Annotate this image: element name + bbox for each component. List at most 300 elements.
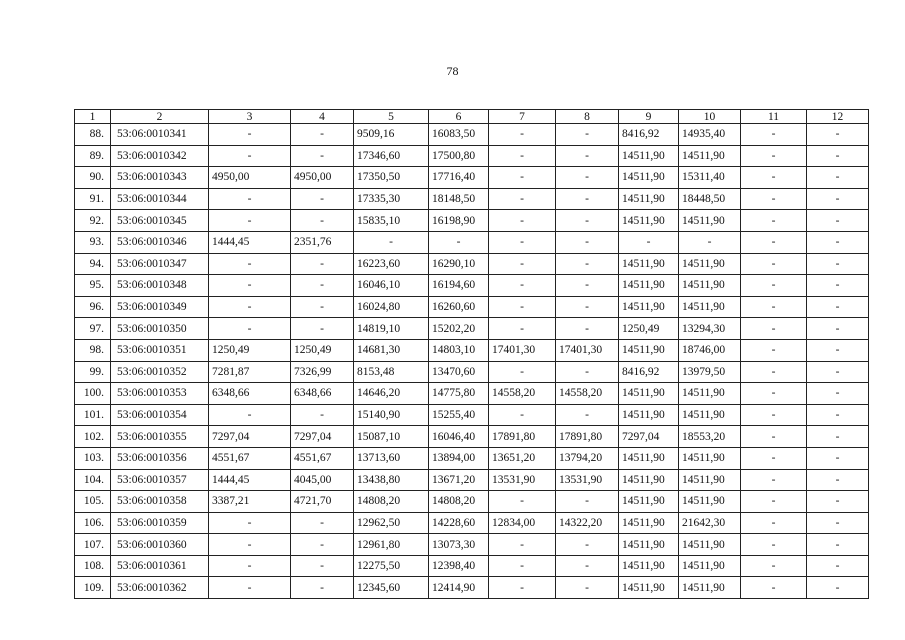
table-cell: 1444,45: [209, 231, 291, 253]
table-cell: -: [291, 534, 354, 556]
table-cell: 14511,90: [619, 339, 679, 361]
table-cell: 14511,90: [679, 296, 741, 318]
table-cell: 3387,21: [209, 491, 291, 513]
table-cell: -: [489, 145, 556, 167]
table-cell: -: [807, 512, 869, 534]
table-cell: 7297,04: [291, 426, 354, 448]
table-cell: 17716,40: [429, 167, 489, 189]
table-cell: 53:06:0010343: [111, 167, 209, 189]
table-cell: -: [556, 275, 619, 297]
table-cell: 2351,76: [291, 231, 354, 253]
table-cell: -: [741, 534, 807, 556]
table-cell: 15087,10: [354, 426, 429, 448]
table-row: [75, 296, 869, 318]
table-cell: -: [209, 404, 291, 426]
table-cell: 97.: [75, 318, 111, 340]
table-cell: 17891,80: [556, 426, 619, 448]
table-cell: 4045,00: [291, 469, 354, 491]
table-cell: -: [807, 469, 869, 491]
table-cell: -: [807, 534, 869, 556]
table-cell: -: [291, 318, 354, 340]
table-cell: 14511,90: [679, 555, 741, 577]
table-cell: -: [489, 188, 556, 210]
table-cell: -: [619, 231, 679, 253]
table-cell: 16198,90: [429, 210, 489, 232]
table-cell: -: [556, 555, 619, 577]
table-cell: -: [741, 383, 807, 405]
table-cell: 53:06:0010350: [111, 318, 209, 340]
table-row: [75, 167, 869, 189]
table-cell: 14511,90: [619, 253, 679, 275]
table-cell: -: [556, 167, 619, 189]
table-cell: -: [556, 577, 619, 599]
table-cell: 14511,90: [679, 577, 741, 599]
table-cell: 14511,90: [619, 145, 679, 167]
table-cell: 53:06:0010348: [111, 275, 209, 297]
table-cell: 14511,90: [619, 534, 679, 556]
table-cell: 4551,67: [291, 447, 354, 469]
table-cell: -: [209, 534, 291, 556]
table-cell: 53:06:0010355: [111, 426, 209, 448]
table-cell: 14681,30: [354, 339, 429, 361]
table-cell: -: [807, 167, 869, 189]
table-cell: 53:06:0010352: [111, 361, 209, 383]
table-cell: 16260,60: [429, 296, 489, 318]
table-row: [75, 404, 869, 426]
table-cell: 15255,40: [429, 404, 489, 426]
table-row: [75, 339, 869, 361]
table-cell: -: [741, 491, 807, 513]
table-cell: 13531,90: [489, 469, 556, 491]
table-cell: -: [556, 231, 619, 253]
table-cell: 14511,90: [619, 555, 679, 577]
table-row: [75, 188, 869, 210]
table-cell: 14511,90: [679, 275, 741, 297]
table-cell: 53:06:0010362: [111, 577, 209, 599]
table-cell: -: [489, 491, 556, 513]
column-header-12: 12: [807, 110, 869, 124]
table-cell: 16083,50: [429, 124, 489, 146]
table-cell: 8153,48: [354, 361, 429, 383]
table-cell: -: [209, 188, 291, 210]
column-header-2: 2: [111, 110, 209, 124]
table-cell: -: [741, 555, 807, 577]
table-cell: 105.: [75, 491, 111, 513]
table-cell: 14511,90: [619, 469, 679, 491]
table-cell: 14511,90: [679, 404, 741, 426]
table-cell: 53:06:0010353: [111, 383, 209, 405]
table-cell: 92.: [75, 210, 111, 232]
header-row: [75, 110, 869, 124]
table-cell: -: [489, 210, 556, 232]
table-cell: 100.: [75, 383, 111, 405]
table-cell: 53:06:0010359: [111, 512, 209, 534]
table-cell: 14511,90: [619, 512, 679, 534]
table-cell: -: [489, 555, 556, 577]
table-cell: 13438,80: [354, 469, 429, 491]
table-cell: 14511,90: [679, 253, 741, 275]
table-cell: 14558,20: [556, 383, 619, 405]
table-cell: -: [807, 318, 869, 340]
table-cell: 4551,67: [209, 447, 291, 469]
table-cell: -: [741, 124, 807, 146]
table-cell: 53:06:0010361: [111, 555, 209, 577]
table-cell: 14558,20: [489, 383, 556, 405]
table-cell: 96.: [75, 296, 111, 318]
table-row: [75, 231, 869, 253]
table-cell: 13073,30: [429, 534, 489, 556]
table-cell: 53:06:0010354: [111, 404, 209, 426]
table-cell: 90.: [75, 167, 111, 189]
table-cell: 53:06:0010356: [111, 447, 209, 469]
table-cell: 21642,30: [679, 512, 741, 534]
table-cell: -: [489, 404, 556, 426]
table-cell: 104.: [75, 469, 111, 491]
table-cell: 17401,30: [489, 339, 556, 361]
table-cell: -: [741, 231, 807, 253]
table-cell: -: [556, 145, 619, 167]
table-cell: -: [209, 318, 291, 340]
table-cell: 13713,60: [354, 447, 429, 469]
table-cell: 18746,00: [679, 339, 741, 361]
table-cell: 6348,66: [209, 383, 291, 405]
table-cell: -: [741, 275, 807, 297]
table-cell: 14808,20: [354, 491, 429, 513]
table-cell: 14511,90: [679, 210, 741, 232]
table-cell: 53:06:0010347: [111, 253, 209, 275]
table-cell: 98.: [75, 339, 111, 361]
table-cell: 17335,30: [354, 188, 429, 210]
table-cell: -: [741, 339, 807, 361]
table-row: [75, 145, 869, 167]
table-cell: -: [489, 361, 556, 383]
table-cell: 17891,80: [489, 426, 556, 448]
table-cell: -: [209, 210, 291, 232]
table-cell: -: [489, 318, 556, 340]
column-header-10: 10: [679, 110, 741, 124]
column-header-9: 9: [619, 110, 679, 124]
table-cell: -: [489, 231, 556, 253]
table-cell: 4721,70: [291, 491, 354, 513]
table-cell: 14935,40: [679, 124, 741, 146]
table-cell: -: [741, 296, 807, 318]
page-number: 78: [446, 64, 459, 78]
table-cell: 12414,90: [429, 577, 489, 599]
table-cell: 15835,10: [354, 210, 429, 232]
table-cell: -: [741, 447, 807, 469]
table-cell: -: [489, 124, 556, 146]
table-cell: 53:06:0010346: [111, 231, 209, 253]
table-cell: 13651,20: [489, 447, 556, 469]
table-cell: -: [209, 275, 291, 297]
table-cell: 14511,90: [619, 447, 679, 469]
table-cell: -: [209, 555, 291, 577]
table-cell: -: [741, 469, 807, 491]
table-cell: 12398,40: [429, 555, 489, 577]
table-cell: 102.: [75, 426, 111, 448]
table-cell: 14511,90: [619, 210, 679, 232]
table-cell: 14808,20: [429, 491, 489, 513]
table-row: [75, 534, 869, 556]
column-header-1: 1: [75, 110, 111, 124]
table-cell: 94.: [75, 253, 111, 275]
table-cell: -: [741, 426, 807, 448]
table-cell: -: [741, 210, 807, 232]
table-cell: 88.: [75, 124, 111, 146]
table-cell: -: [556, 253, 619, 275]
table-cell: -: [556, 404, 619, 426]
table-cell: 107.: [75, 534, 111, 556]
table-cell: 14511,90: [679, 534, 741, 556]
column-header-5: 5: [354, 110, 429, 124]
table-cell: -: [807, 404, 869, 426]
table-cell: 109.: [75, 577, 111, 599]
table-cell: 16290,10: [429, 253, 489, 275]
table-cell: -: [807, 124, 869, 146]
table-cell: -: [807, 296, 869, 318]
table-cell: 13894,00: [429, 447, 489, 469]
table-cell: -: [807, 339, 869, 361]
table-cell: -: [741, 318, 807, 340]
table-cell: 103.: [75, 447, 111, 469]
table-cell: -: [741, 404, 807, 426]
table-cell: 91.: [75, 188, 111, 210]
table-cell: 13294,30: [679, 318, 741, 340]
table-cell: 14511,90: [619, 167, 679, 189]
table-cell: -: [807, 447, 869, 469]
table-cell: -: [354, 231, 429, 253]
table-cell: -: [556, 361, 619, 383]
table-cell: -: [489, 577, 556, 599]
data-table: [74, 109, 869, 599]
table-cell: -: [556, 296, 619, 318]
table-cell: -: [291, 512, 354, 534]
table-cell: 15140,90: [354, 404, 429, 426]
table-cell: 14511,90: [619, 577, 679, 599]
table-cell: 99.: [75, 361, 111, 383]
table-cell: 17346,60: [354, 145, 429, 167]
table-cell: 95.: [75, 275, 111, 297]
table-cell: -: [741, 577, 807, 599]
table-cell: 18448,50: [679, 188, 741, 210]
table-cell: 53:06:0010357: [111, 469, 209, 491]
table-row: [75, 124, 869, 146]
table-cell: -: [741, 361, 807, 383]
table-cell: 108.: [75, 555, 111, 577]
table-cell: 4950,00: [209, 167, 291, 189]
table-cell: -: [807, 145, 869, 167]
table-cell: 14511,90: [619, 383, 679, 405]
table-cell: 1250,49: [619, 318, 679, 340]
table-cell: 14511,90: [679, 491, 741, 513]
table-row: [75, 491, 869, 513]
table-row: [75, 469, 869, 491]
table-cell: -: [291, 210, 354, 232]
table-cell: -: [556, 188, 619, 210]
table-cell: 17350,50: [354, 167, 429, 189]
table-cell: 4950,00: [291, 167, 354, 189]
table-cell: -: [209, 512, 291, 534]
table-cell: -: [741, 188, 807, 210]
table-cell: 53:06:0010349: [111, 296, 209, 318]
table-cell: 14511,90: [679, 447, 741, 469]
table-cell: 7297,04: [619, 426, 679, 448]
table-cell: 14511,90: [679, 145, 741, 167]
table-cell: 53:06:0010344: [111, 188, 209, 210]
table-cell: 16024,80: [354, 296, 429, 318]
table-cell: 14819,10: [354, 318, 429, 340]
table-cell: -: [807, 555, 869, 577]
table-cell: -: [807, 275, 869, 297]
table-cell: -: [489, 534, 556, 556]
table-cell: -: [741, 167, 807, 189]
table-cell: 14228,60: [429, 512, 489, 534]
table-cell: -: [807, 577, 869, 599]
table-cell: -: [209, 145, 291, 167]
table-row: [75, 253, 869, 275]
table-cell: 14775,80: [429, 383, 489, 405]
table-cell: -: [807, 210, 869, 232]
table-cell: -: [209, 124, 291, 146]
table-row: [75, 447, 869, 469]
table-row: [75, 318, 869, 340]
table-row: [75, 210, 869, 232]
table-cell: -: [556, 318, 619, 340]
column-header-6: 6: [429, 110, 489, 124]
table-cell: -: [291, 253, 354, 275]
table-cell: 14511,90: [619, 275, 679, 297]
table-cell: 13671,20: [429, 469, 489, 491]
table-cell: 18148,50: [429, 188, 489, 210]
table-cell: 93.: [75, 231, 111, 253]
table-cell: 16223,60: [354, 253, 429, 275]
table-cell: 12834,00: [489, 512, 556, 534]
column-header-7: 7: [489, 110, 556, 124]
table-cell: 12345,60: [354, 577, 429, 599]
table-cell: 53:06:0010360: [111, 534, 209, 556]
table-cell: 16194,60: [429, 275, 489, 297]
table-cell: -: [807, 383, 869, 405]
table-cell: 101.: [75, 404, 111, 426]
table-cell: 14803,10: [429, 339, 489, 361]
table-cell: -: [489, 253, 556, 275]
table-cell: 1250,49: [291, 339, 354, 361]
table-cell: -: [556, 534, 619, 556]
table-cell: -: [741, 512, 807, 534]
column-header-4: 4: [291, 110, 354, 124]
table-cell: 106.: [75, 512, 111, 534]
table-cell: 16046,10: [354, 275, 429, 297]
table-cell: 17500,80: [429, 145, 489, 167]
table-cell: 9509,16: [354, 124, 429, 146]
table-cell: 53:06:0010358: [111, 491, 209, 513]
column-header-11: 11: [741, 110, 807, 124]
table-row: [75, 383, 869, 405]
table-cell: 7326,99: [291, 361, 354, 383]
table-cell: -: [209, 253, 291, 275]
table-cell: -: [807, 491, 869, 513]
table-cell: -: [429, 231, 489, 253]
table-cell: 1444,45: [209, 469, 291, 491]
table-cell: 53:06:0010341: [111, 124, 209, 146]
table-cell: 12962,50: [354, 512, 429, 534]
table-body: [75, 124, 869, 599]
table-cell: 14511,90: [619, 404, 679, 426]
table-cell: -: [741, 253, 807, 275]
table-cell: 15311,40: [679, 167, 741, 189]
table-cell: 6348,66: [291, 383, 354, 405]
table-cell: -: [209, 296, 291, 318]
table-cell: -: [291, 188, 354, 210]
table-cell: 15202,20: [429, 318, 489, 340]
table-cell: 12961,80: [354, 534, 429, 556]
table-cell: -: [807, 253, 869, 275]
table-cell: -: [291, 275, 354, 297]
table-cell: -: [556, 210, 619, 232]
table-cell: -: [291, 145, 354, 167]
table-cell: -: [807, 426, 869, 448]
table-row: [75, 361, 869, 383]
table-cell: 7297,04: [209, 426, 291, 448]
table-row: [75, 426, 869, 448]
table-cell: 14322,20: [556, 512, 619, 534]
table-cell: -: [291, 404, 354, 426]
table-row: [75, 577, 869, 599]
table-cell: 7281,87: [209, 361, 291, 383]
table-cell: 13794,20: [556, 447, 619, 469]
table-cell: 53:06:0010351: [111, 339, 209, 361]
table-cell: -: [209, 577, 291, 599]
table-cell: 12275,50: [354, 555, 429, 577]
table-header: [75, 110, 869, 124]
table-cell: 8416,92: [619, 361, 679, 383]
table-cell: -: [807, 361, 869, 383]
table-cell: -: [741, 145, 807, 167]
table-cell: -: [291, 555, 354, 577]
table-cell: 13470,60: [429, 361, 489, 383]
table-cell: 13979,50: [679, 361, 741, 383]
table-cell: 1250,49: [209, 339, 291, 361]
table-cell: 14511,90: [619, 296, 679, 318]
table-cell: -: [489, 167, 556, 189]
table-cell: 18553,20: [679, 426, 741, 448]
column-header-8: 8: [556, 110, 619, 124]
table-cell: 14511,90: [679, 469, 741, 491]
table-cell: 14511,90: [619, 188, 679, 210]
table-cell: -: [807, 231, 869, 253]
table-cell: -: [489, 296, 556, 318]
table-cell: -: [489, 275, 556, 297]
table-cell: 89.: [75, 145, 111, 167]
table-cell: 53:06:0010345: [111, 210, 209, 232]
table-cell: 8416,92: [619, 124, 679, 146]
table-cell: 16046,40: [429, 426, 489, 448]
table-row: [75, 275, 869, 297]
table-cell: -: [679, 231, 741, 253]
table-row: [75, 512, 869, 534]
table-cell: -: [291, 124, 354, 146]
table-cell: 14511,90: [679, 383, 741, 405]
column-header-3: 3: [209, 110, 291, 124]
table-cell: -: [291, 296, 354, 318]
table-row: [75, 555, 869, 577]
table-cell: -: [807, 188, 869, 210]
table-cell: -: [556, 491, 619, 513]
table-cell: 17401,30: [556, 339, 619, 361]
table-cell: -: [291, 577, 354, 599]
table-cell: 13531,90: [556, 469, 619, 491]
table-cell: 14646,20: [354, 383, 429, 405]
